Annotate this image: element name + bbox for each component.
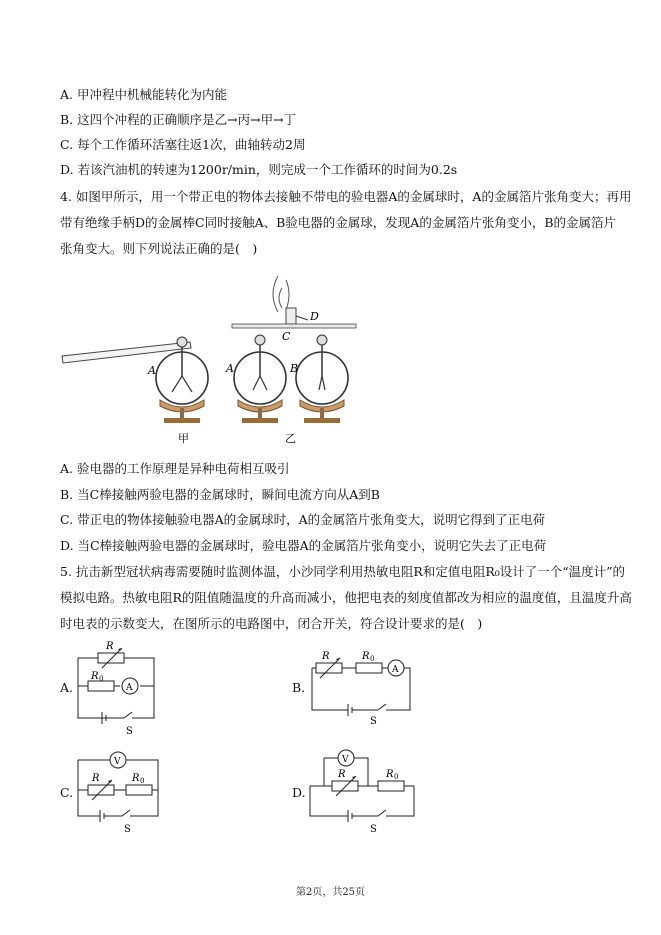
circuit-d-r: R [338, 769, 346, 780]
figure-label-jia: 甲 [178, 432, 189, 445]
circuit-b-ammeter: A [392, 665, 399, 675]
q3-option-c: C. 每个工作循环活塞往返1次，曲轴转动2周 [60, 137, 306, 152]
circuit-d-r0: R [386, 769, 394, 780]
figure-label-c: C [282, 330, 291, 343]
q4-option-d: D. 当C棒接触两验电器的金属球时，验电器A的金属箔片张角变小，说明它失去了正电荷 [60, 538, 547, 553]
circuit-d-r0-sub: 0 [394, 773, 399, 781]
electroscope-a-yi [234, 335, 286, 423]
page-footer: 第2页，共25页 [295, 887, 366, 898]
figure-label-d: D [310, 310, 319, 323]
q3-option-d: D. 若该汽油机的转速为1200r/min，则完成一个工作循环的时间为0.2s [60, 162, 458, 177]
q4-stem-line3: 张角变大。则下列说法正确的是( ) [60, 241, 258, 256]
q4-option-a: A. 验电器的工作原理是异种电荷相互吸引 [60, 461, 290, 476]
circuit-label-d: D. [292, 785, 306, 800]
circuit-label-c: C. [60, 785, 74, 800]
circuit-a-r0: R [91, 671, 99, 682]
circuit-c [74, 748, 168, 834]
circuit-d-switch: S [370, 824, 377, 834]
circuit-label-a: A. [60, 680, 74, 695]
circuit-c-switch: S [124, 824, 131, 834]
figure-label-yi: 乙 [285, 432, 296, 445]
circuit-b-switch: S [370, 716, 377, 724]
circuit-b-r: R [322, 651, 330, 662]
q3-option-a: A. 甲冲程中机械能转化为内能 [60, 87, 227, 102]
circuit-a-ammeter: A [126, 683, 133, 693]
q4-stem-line1: 4. 如图甲所示，用一个带正电的物体去接触不带电的验电器A的金属球时，A的金属箔片张角变大；再用 [60, 189, 632, 204]
q5-stem-line1: 5. 抗击新型冠状病毒需要随时监测体温，小沙同学利用热敏电阻R和定值电阻R₀设计了一个“温度计”的 [60, 564, 626, 579]
circuit-d-voltmeter: V [342, 755, 349, 765]
circuit-d [306, 742, 420, 834]
figure-label-b: B [290, 362, 299, 375]
circuit-label-b: B. [292, 680, 306, 695]
circuit-c-r: R [92, 773, 100, 784]
circuit-a-r: R [106, 641, 114, 652]
q5-stem-line2: 模拟电路。热敏电阻R的阻值随温度的升高而减小，他把电表的刻度值都改为相应的温度值，且温度升高 [60, 590, 632, 605]
circuit-b-r0: R [362, 651, 370, 662]
figure-label-a2: A [226, 362, 234, 375]
q4-option-c: C. 带正电的物体接触验电器A的金属球时，A的金属箔片张角变大，说明它得到了正电荷 [60, 512, 546, 527]
circuit-c-r0-sub: 0 [140, 777, 145, 785]
q4-option-b: B. 当C棒接触两验电器的金属球时，瞬间电流方向从A到B [60, 487, 380, 502]
figure-label-a1: A [148, 364, 156, 377]
circuit-a-r0-sub: 0 [99, 675, 104, 683]
q4-stem-line2: 带有绝缘手柄D的金属棒C同时接触A、B验电器的金属球，发现A的金属箔片张角变小，B的金属箔片 [60, 215, 617, 230]
q5-stem-line3: 时电表的示数变大，在图所示的电路图中，闭合开关，符合设计要求的是( ) [60, 616, 483, 631]
circuit-b [308, 646, 420, 724]
circuit-c-r0: R [132, 773, 140, 784]
electroscope-b-yi [296, 335, 348, 423]
electroscope-figure [60, 268, 360, 448]
circuit-a [74, 638, 162, 738]
circuit-a-switch: S [126, 726, 133, 737]
circuit-b-r0-sub: 0 [370, 655, 375, 663]
circuit-c-voltmeter: V [114, 757, 121, 767]
q3-option-b: B. 这四个冲程的正确顺序是乙→丙→甲→丁 [60, 112, 297, 127]
